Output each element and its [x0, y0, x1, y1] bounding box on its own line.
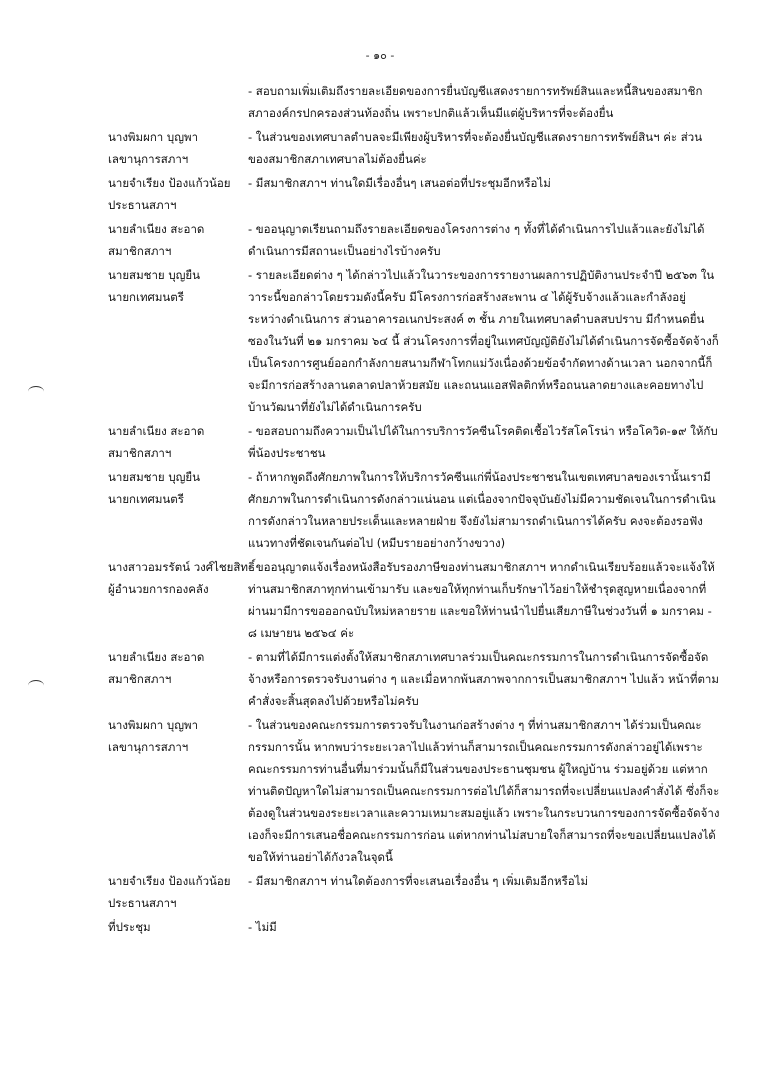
speaker-name: นายสมชาย บุญยืน [108, 470, 201, 484]
speech-text: - ขออนุญาตแจ้งเรื่องหนังสือรับรองภาษีของท่านสมาชิกสภาฯ หากดำเนินเรียบร้อยแล้วจะแจ้งให้ท่านสมาชิกสภาทุกท่านเข้ามารับ และขอให้ทุกท่านเก็บรักษาไว้อย่าให้ชำรุดสูญหายเนื่องจากที่ผ่านมามีการขอออกฉบับใหม่หลายราย และขอให้ท่านนำไปยื่นเสียภาษีในช่วงวันที่ ๑ มกราคม - ๘ เมษายน ๒๕๖๔ ค่ะ [248, 560, 715, 640]
speaker-name: นางพิมผกา บุญพา [108, 718, 199, 732]
hole-punch-mark [28, 386, 44, 397]
speaker-block [108, 466, 248, 510]
minutes-entry [108, 466, 720, 554]
speaker-block [108, 172, 248, 216]
speech-text: - ขออนุญาตเรียนถามถึงรายละเอียดของโครงการต่าง ๆ ทั้งที่ได้ดำเนินการไปแล้วและยังไม่ได้ดำเนินการมีสถานะเป็นอย่างไรบ้างครับ [248, 222, 705, 258]
minutes-entry [108, 556, 720, 644]
speaker-name: ที่ประชุม [108, 920, 151, 934]
minutes-entry [108, 916, 720, 938]
speech-text: - ขอสอบถามถึงความเป็นไปได้ในการบริการวัคซีนโรคติดเชื้อไวรัสโคโรน่า หรือโควิด-๑๙ ให้กับพี่น้องประชาชน [248, 424, 718, 460]
hole-punch-mark [28, 680, 44, 691]
minutes-entry [108, 420, 720, 464]
speaker-role: นายกเทศมนตรี [108, 290, 184, 304]
speaker-block [108, 556, 256, 600]
speech-text: - รายละเอียดต่าง ๆ ได้กล่าวไปแล้วในวาระของการรายงานผลการปฏิบัติงานประจำปี ๒๕๖๓ ในวาระนี้ขอกล่าวโดยรวมดังนี้ครับ มีโครงการก่อสร้างสะพาน ๔ ได้ผู้รับจ้างแล้วและกำลังอยู่ระหว่างดำเนินการ ส่วนอาคารอเนกประสงค์ ๓ ชั้น ภายในเทศบาลตำบลสบปราบ มีกำหนดยื่นซองในวันที่ ๒๑ มกราคม ๖๔ นี้ ส่วนโครงการที่อยู่ในเทศบัญญัติยังไม่ได้ดำเนินการจัดซื้อจัดจ้างก็เป็นโครงการศูนย์ออกกำลังกายสนามกีฬาโทกแม่วังเนื่องด้วยข้อจำกัดทางด้านเวลา นอกจากนี้ก็จะมีการก่อสร้างลานตลาดปลาห้วยสมัย และถนนแอสฟัลติกท์หรือถนนลาดยางและคอยทางไปบ้านวัฒนาที่ยังไม่ได้ดำเนินการครับ [248, 268, 719, 414]
speaker-role: เลขานุการสภาฯ [108, 152, 189, 166]
speaker-block [108, 420, 248, 464]
speech-text: - ไม่มี [248, 920, 277, 934]
speaker-role: ผู้อำนวยการกองคลัง [108, 582, 209, 596]
speech-text: - ตามที่ได้มีการแต่งตั้งให้สมาชิกสภาเทศบาลร่วมเป็นคณะกรรมการในการดำเนินการจัดซื้อจัดจ้างหรือการตรวจรับงานต่าง ๆ และเมื่อหากพ้นสภาพจากการเป็นสมาชิกสภาฯ ไปแล้ว หน้าที่ตามคำสั่งจะสิ้นสุดลงไปด้วยหรือไม่ครับ [248, 650, 719, 708]
speaker-block [108, 126, 248, 170]
speech-text: - ในส่วนของเทศบาลตำบลจะมีเพียงผู้บริหารที่จะต้องยื่นบัญชีแสดงรายการทรัพย์สินฯ ค่ะ ส่วนของสมาชิกสภาเทศบาลไม่ต้องยื่นค่ะ [248, 130, 703, 166]
speaker-role: ประธานสภาฯ [108, 198, 177, 212]
speaker-name: นายลำเนียง สะอาด [108, 650, 205, 664]
speaker-block [108, 218, 248, 262]
speaker-block [108, 646, 248, 690]
meeting-minutes [108, 80, 720, 940]
minutes-entry [108, 646, 720, 712]
minutes-entry [108, 264, 720, 418]
speaker-block [108, 870, 248, 914]
speaker-role: สมาชิกสภาฯ [108, 446, 172, 460]
speech-text: - มีสมาชิกสภาฯ ท่านใดต้องการที่จะเสนอเรื่องอื่น ๆ เพิ่มเติมอีกหรือไม่ [248, 874, 589, 888]
speaker-block [108, 916, 248, 938]
speech-text: - ถ้าหากพูดถึงศักยภาพในการให้บริการวัคซีนแก่พี่น้องประชาชนในเขตเทศบาลของเรานั้นเรามีศักยภาพในการดำเนินการดังกล่าวแน่นอน แต่เนื่องจากปัจจุบันยังไม่มีความชัดเจนในการดำเนินการดังกล่าวในหลายประเด็นและหลายฝ่าย จึงยังไม่สามารถดำเนินการได้ครับ คงจะต้องรอฟังแนวทางที่ชัดเจนกันต่อไป (หมีบรายอย่างกว้างขวาง) [248, 470, 716, 550]
speech-text: - มีสมาชิกสภาฯ ท่านใดมีเรื่องอื่นๆ เสนอต่อที่ประชุมอีกหรือไม่ [248, 176, 551, 190]
speaker-name: นายสมชาย บุญยืน [108, 268, 201, 282]
speaker-role: ประธานสภาฯ [108, 896, 177, 910]
speaker-name: นางสาวอมรรัตน์ วงศ์ไชยสิทธิ์ [108, 560, 256, 574]
page-number: - ๑๐ - [365, 49, 395, 62]
speaker-role: นายกเทศมนตรี [108, 492, 184, 506]
speaker-block [108, 714, 248, 758]
minutes-entry [108, 80, 720, 124]
speaker-role: เลขานุการสภาฯ [108, 740, 189, 754]
speaker-name: นางพิมผกา บุญพา [108, 130, 199, 144]
minutes-entry [108, 870, 720, 914]
minutes-entry [108, 126, 720, 170]
speaker-role: สมาชิกสภาฯ [108, 672, 172, 686]
speaker-name: นายจำเรียง ป้องแก้วน้อย [108, 176, 231, 190]
speaker-name: นายลำเนียง สะอาด [108, 222, 205, 236]
speaker-role: สมาชิกสภาฯ [108, 244, 172, 258]
speech-text: - ในส่วนของคณะกรรมการตรวจรับในงานก่อสร้างต่าง ๆ ที่ท่านสมาชิกสภาฯ ได้ร่วมเป็นคณะกรรมการนั้น หากพบว่าระยะเวลาไปแล้วท่านก็สามารถเป็นคณะกรรมการดังกล่าวอยู่ได้เพราะคณะกรรมการท่านอื่นที่มาร่วมนั้นก็มีในส่วนของประธานชุมชน ผู้ใหญ่บ้าน ร่วมอยู่ด้วย แต่หากท่านติดปัญหาใดไม่สามารถเป็นคณะกรรมการต่อไปได้ก็สามารถที่จะเปลี่ยนแปลงคำสั่งได้ ซึ่งก็จะต้องดูในส่วนของระยะเวลาและความเหมาะสมอยู่แล้ว เพราะในกระบวนการของการจัดซื้อจัดจ้างเองก็จะมีการเสนอชื่อคณะกรรมการก่อน แต่หากท่านไม่สบายใจก็สามารถที่จะขอเปลี่ยนแปลงได้ ขอให้ท่านอย่าได้กังวลในจุดนี้ [248, 718, 720, 864]
speaker-block [108, 264, 248, 308]
speech-text: - สอบถามเพิ่มเติมถึงรายละเอียดของการยื่นบัญชีแสดงรายการทรัพย์สินและหนี้สินของสมาชิกสภาองค์กรปกครองส่วนท้องถิ่น เพราะปกติแล้วเห็นมีแต่ผู้บริหารที่จะต้องยื่น [248, 84, 703, 120]
minutes-entry [108, 218, 720, 262]
minutes-entry [108, 714, 720, 868]
speaker-name: นายลำเนียง สะอาด [108, 424, 205, 438]
speaker-name: นายจำเรียง ป้องแก้วน้อย [108, 874, 231, 888]
minutes-entry [108, 172, 720, 216]
